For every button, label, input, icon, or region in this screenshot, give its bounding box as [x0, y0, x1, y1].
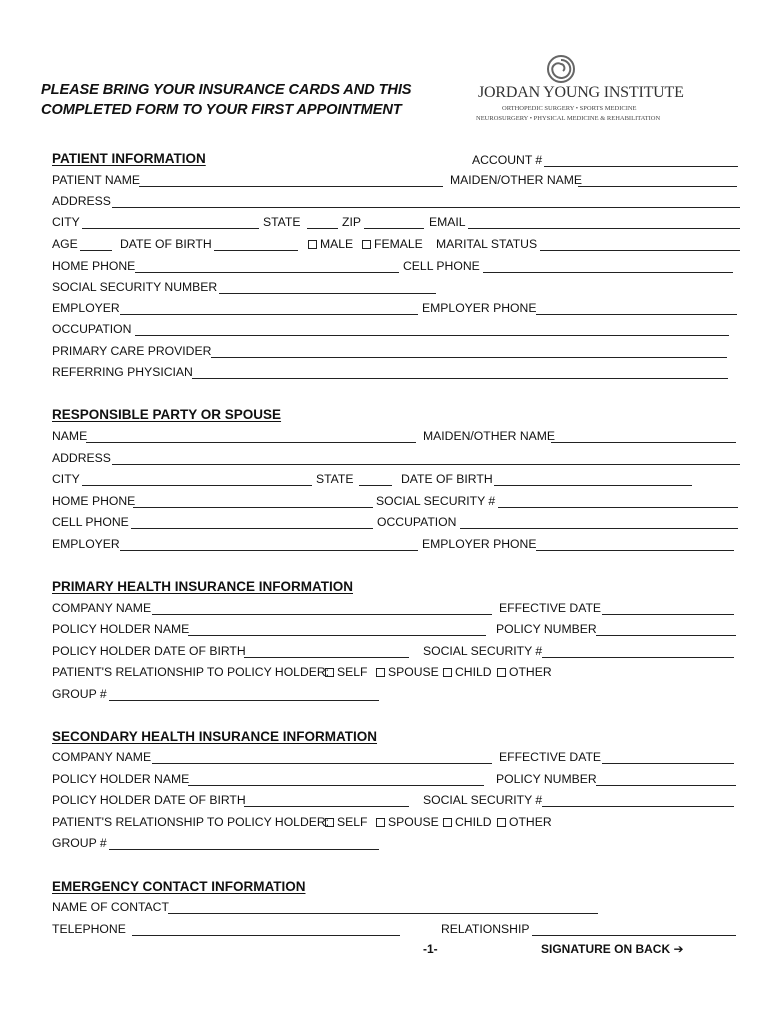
patient-account-row: [52, 152, 742, 168]
sec-self-label: SELF: [337, 815, 368, 829]
pri-company-field[interactable]: [152, 614, 492, 615]
ssn-label: SOCIAL SECURITY NUMBER: [52, 280, 218, 294]
patient-city-row: [52, 214, 742, 230]
sec-other-label: OTHER: [509, 815, 552, 829]
sec-ssn-field[interactable]: [542, 806, 734, 807]
zip-field[interactable]: [364, 228, 424, 229]
resp-city-label: CITY: [52, 472, 80, 486]
employer-phone-field[interactable]: [536, 314, 737, 315]
resp-occupation-label: OCCUPATION: [377, 515, 457, 529]
marital-status-label: MARITAL STATUS: [436, 237, 538, 251]
ssn-field[interactable]: [219, 293, 436, 294]
pri-effective-label: EFFECTIVE DATE: [499, 601, 602, 615]
pri-spouse-option[interactable]: [372, 664, 439, 680]
resp-employer-field[interactable]: [120, 550, 418, 551]
pri-child-option[interactable]: [439, 664, 492, 680]
page-number: -1-: [423, 942, 438, 956]
patient-occupation-row: [52, 321, 742, 337]
pri-group-label: GROUP #: [52, 687, 107, 701]
resp-employer-label: EMPLOYER: [52, 537, 120, 551]
pri-holder-dob-field[interactable]: [244, 657, 409, 658]
patient-age-row: [52, 236, 742, 252]
contact-name-field[interactable]: [168, 913, 598, 914]
resp-cell-phone-field[interactable]: [131, 528, 373, 529]
emergency-section-title: EMERGENCY CONTACT INFORMATION: [52, 879, 306, 894]
patient-phone-row: [52, 258, 742, 274]
patient-name-label: PATIENT NAME: [52, 173, 141, 187]
resp-ssn-label: SOCIAL SECURITY #: [376, 494, 496, 508]
state-label: STATE: [263, 215, 301, 229]
resp-home-phone-label: HOME PHONE: [52, 494, 136, 508]
resp-address-field[interactable]: [112, 464, 740, 465]
sec-holder-label: POLICY HOLDER NAME: [52, 772, 190, 786]
pri-other-checkbox[interactable]: [497, 668, 506, 677]
responsible-employer-row: [52, 536, 742, 552]
sec-policy-number-field[interactable]: [596, 785, 736, 786]
sec-company-field[interactable]: [152, 763, 492, 764]
address-label: ADDRESS: [52, 194, 111, 208]
signature-on-back-note: SIGNATURE ON BACK ➔: [541, 942, 684, 956]
contact-name-label: NAME OF CONTACT: [52, 900, 169, 914]
employer-phone-label: EMPLOYER PHONE: [422, 301, 537, 315]
telephone-field[interactable]: [132, 935, 400, 936]
resp-cell-phone-label: CELL PHONE: [52, 515, 129, 529]
occupation-label: OCCUPATION: [52, 322, 132, 336]
resp-city-field[interactable]: [82, 485, 312, 486]
sec-self-option[interactable]: [321, 814, 367, 830]
resp-name-field[interactable]: [86, 442, 416, 443]
responsible-address-row: [52, 450, 742, 466]
occupation-field[interactable]: [135, 335, 729, 336]
maiden-name-label: MAIDEN/OTHER NAME: [450, 173, 583, 187]
resp-name-label: NAME: [52, 429, 88, 443]
sec-effective-label: EFFECTIVE DATE: [499, 750, 602, 764]
pri-holder-field[interactable]: [188, 635, 486, 636]
heading-line-2: COMPLETED FORM TO YOUR FIRST APPOINTMENT: [41, 102, 402, 118]
pri-spouse-label: SPOUSE: [388, 665, 439, 679]
resp-maiden-label: MAIDEN/OTHER NAME: [423, 429, 556, 443]
pri-self-label: SELF: [337, 665, 368, 679]
secondary-section-title: SECONDARY HEALTH INSURANCE INFORMATION: [52, 729, 378, 744]
patient-pcp-row: [52, 343, 742, 359]
patient-name-row: [52, 172, 742, 188]
city-label: CITY: [52, 215, 80, 229]
sec-effective-field[interactable]: [602, 763, 734, 764]
state-field[interactable]: [307, 228, 338, 229]
pri-other-option[interactable]: [493, 664, 552, 680]
resp-dob-label: DATE OF BIRTH: [401, 472, 493, 486]
pri-self-option[interactable]: [321, 664, 367, 680]
responsible-cell-row: [52, 514, 742, 530]
patient-employer-row: [52, 300, 742, 316]
female-checkbox[interactable]: [362, 240, 371, 249]
email-field[interactable]: [468, 228, 740, 229]
primary-company-row: [52, 600, 742, 616]
sec-group-field[interactable]: [109, 849, 379, 850]
pri-spouse-checkbox[interactable]: [376, 668, 385, 677]
female-option[interactable]: [358, 236, 423, 252]
sec-child-label: CHILD: [455, 815, 492, 829]
pcp-label: PRIMARY CARE PROVIDER: [52, 344, 212, 358]
pri-other-label: OTHER: [509, 665, 552, 679]
pri-ssn-label: SOCIAL SECURITY #: [423, 644, 543, 658]
primary-holder-row: [52, 621, 742, 637]
spiral-logo-icon: [546, 54, 576, 84]
pri-child-checkbox[interactable]: [443, 668, 452, 677]
resp-state-field[interactable]: [359, 485, 392, 486]
primary-group-row: [52, 686, 742, 702]
dob-field[interactable]: [214, 250, 298, 251]
zip-label: ZIP: [342, 215, 361, 229]
cell-phone-field[interactable]: [483, 272, 733, 273]
secondary-group-row: [52, 835, 742, 851]
sec-holder-dob-label: POLICY HOLDER DATE OF BIRTH: [52, 793, 246, 807]
resp-home-phone-field[interactable]: [133, 507, 373, 508]
sec-other-checkbox[interactable]: [497, 818, 506, 827]
primary-section-title: PRIMARY HEALTH INSURANCE INFORMATION: [52, 579, 353, 594]
logo-tagline-2: NEUROSURGERY • PHYSICAL MEDICINE & REHABILITATION: [476, 115, 661, 122]
relationship-field[interactable]: [532, 935, 736, 936]
emergency-telephone-row: [52, 921, 742, 937]
account-field[interactable]: [544, 166, 738, 167]
secondary-holder-dob-row: [52, 792, 742, 808]
patient-address-row: [52, 193, 742, 209]
sec-company-label: COMPANY NAME: [52, 750, 152, 764]
resp-employer-phone-label: EMPLOYER PHONE: [422, 537, 537, 551]
home-phone-label: HOME PHONE: [52, 259, 136, 273]
telephone-label: TELEPHONE: [52, 922, 126, 936]
sec-group-label: GROUP #: [52, 836, 107, 850]
home-phone-field[interactable]: [135, 272, 399, 273]
sec-spouse-option[interactable]: [372, 814, 439, 830]
pri-child-label: CHILD: [455, 665, 492, 679]
maiden-name-field[interactable]: [578, 186, 737, 187]
pri-holder-dob-label: POLICY HOLDER DATE OF BIRTH: [52, 644, 246, 658]
sec-holder-field[interactable]: [188, 785, 484, 786]
dob-label: DATE OF BIRTH: [120, 237, 212, 251]
pri-relationship-label: PATIENT'S RELATIONSHIP TO POLICY HOLDER:: [52, 665, 330, 679]
primary-holder-dob-row: [52, 643, 742, 659]
logo-name: JORDAN YOUNG INSTITUTE: [478, 84, 684, 101]
institute-logo: [474, 54, 684, 126]
responsible-name-row: [52, 428, 742, 444]
sec-holder-dob-field[interactable]: [244, 806, 409, 807]
patient-referring-row: [52, 364, 742, 380]
address-field[interactable]: [112, 207, 740, 208]
resp-ssn-field[interactable]: [498, 507, 738, 508]
sec-policy-number-label: POLICY NUMBER: [496, 772, 597, 786]
male-option[interactable]: [304, 236, 353, 252]
sec-self-checkbox[interactable]: [325, 818, 334, 827]
resp-dob-field[interactable]: [494, 485, 692, 486]
resp-state-label: STATE: [316, 472, 354, 486]
form-heading: [41, 80, 411, 120]
pri-ssn-field[interactable]: [542, 657, 734, 658]
emergency-contact-row: [52, 899, 742, 915]
pcp-field[interactable]: [211, 357, 727, 358]
resp-occupation-field[interactable]: [460, 528, 738, 529]
sec-spouse-checkbox[interactable]: [376, 818, 385, 827]
email-label: EMAIL: [429, 215, 466, 229]
marital-status-field[interactable]: [540, 250, 740, 251]
resp-address-label: ADDRESS: [52, 451, 111, 465]
sec-ssn-label: SOCIAL SECURITY #: [423, 793, 543, 807]
patient-ssn-row: [52, 279, 742, 295]
pri-group-field[interactable]: [109, 700, 379, 701]
sec-other-option[interactable]: [493, 814, 552, 830]
pri-holder-label: POLICY HOLDER NAME: [52, 622, 190, 636]
age-label: AGE: [52, 237, 78, 251]
secondary-holder-row: [52, 771, 742, 787]
account-label: ACCOUNT #: [472, 153, 543, 167]
secondary-company-row: [52, 749, 742, 765]
age-field[interactable]: [80, 250, 112, 251]
patient-section-title: PATIENT INFORMATION: [52, 151, 206, 166]
resp-employer-phone-field[interactable]: [536, 550, 734, 551]
sec-spouse-label: SPOUSE: [388, 815, 439, 829]
pri-policy-number-label: POLICY NUMBER: [496, 622, 597, 636]
heading-line-1: PLEASE BRING YOUR INSURANCE CARDS AND THIS: [41, 82, 412, 98]
responsible-city-row: [52, 471, 742, 487]
sec-relationship-label: PATIENT'S RELATIONSHIP TO POLICY HOLDER:: [52, 815, 330, 829]
primary-relationship-row: [52, 664, 742, 680]
male-label: MALE: [320, 237, 354, 251]
referring-field[interactable]: [192, 378, 728, 379]
employer-field[interactable]: [120, 314, 418, 315]
pri-company-label: COMPANY NAME: [52, 601, 152, 615]
employer-label: EMPLOYER: [52, 301, 120, 315]
city-field[interactable]: [82, 228, 259, 229]
male-checkbox[interactable]: [308, 240, 317, 249]
sec-child-checkbox[interactable]: [443, 818, 452, 827]
sec-child-option[interactable]: [439, 814, 492, 830]
pri-effective-field[interactable]: [602, 614, 734, 615]
female-label: FEMALE: [374, 237, 423, 251]
secondary-relationship-row: [52, 814, 742, 830]
responsible-phone-row: [52, 493, 742, 509]
patient-name-field[interactable]: [139, 186, 443, 187]
logo-tagline-1: ORTHOPEDIC SURGERY • SPORTS MEDICINE: [502, 105, 637, 112]
cell-phone-label: CELL PHONE: [403, 259, 480, 273]
referring-label: REFERRING PHYSICIAN: [52, 365, 193, 379]
relationship-label: RELATIONSHIP: [441, 922, 530, 936]
resp-maiden-field[interactable]: [551, 442, 736, 443]
responsible-section-title: RESPONSIBLE PARTY OR SPOUSE: [52, 407, 282, 422]
pri-policy-number-field[interactable]: [596, 635, 736, 636]
pri-self-checkbox[interactable]: [325, 668, 334, 677]
